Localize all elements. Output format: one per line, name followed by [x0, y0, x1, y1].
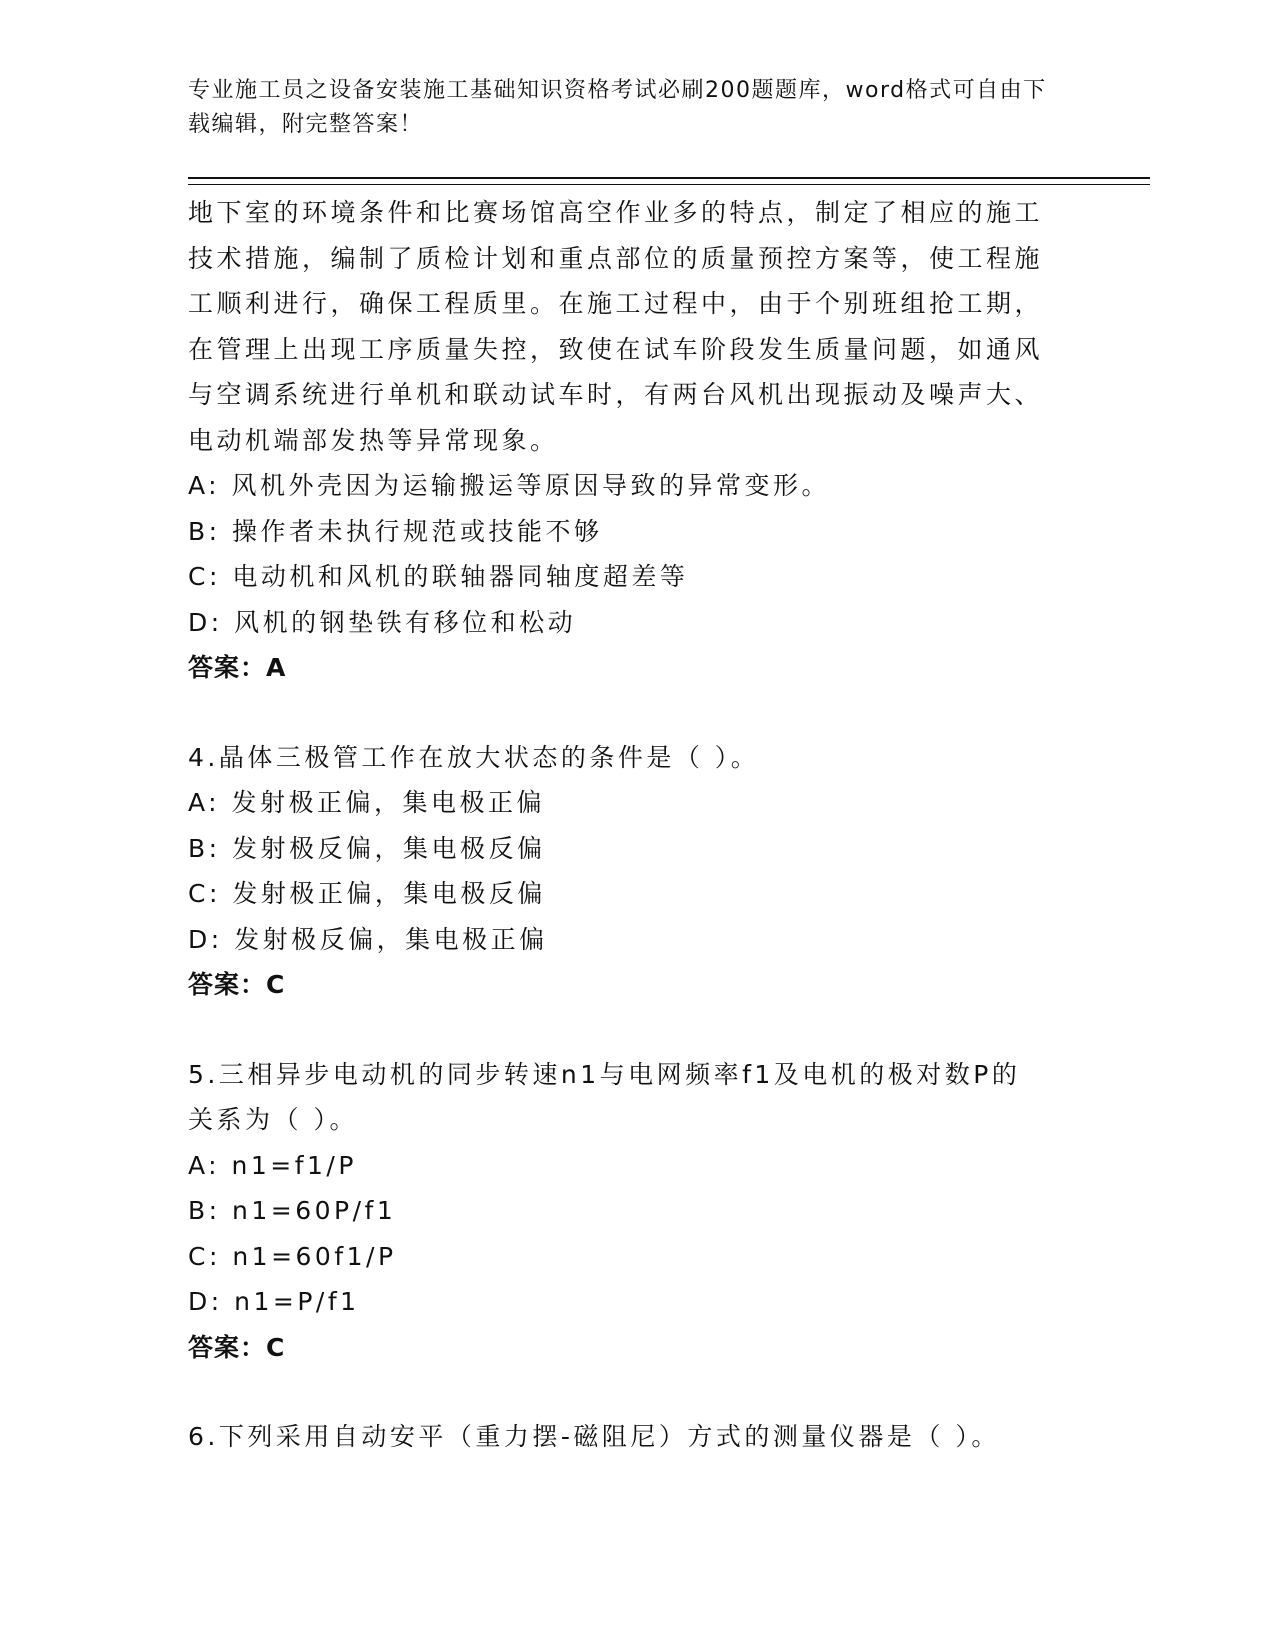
document-header: 专业施工员之设备安装施工基础知识资格考试必刷200题题库，word格式可自由下载编辑，附完整答案！: [188, 78, 1047, 137]
question-5-answer: 答案：C: [188, 1332, 286, 1362]
question-4-option-a: A: 发射极正偏，集电极正偏: [188, 788, 546, 817]
section-gap: [188, 1008, 1068, 1052]
question-3-option-a: A: 风机外壳因为运输搬运等原因导致的异常变形。: [188, 471, 831, 500]
section-gap: [188, 1370, 1068, 1414]
question-4: [188, 735, 1068, 1008]
question-5-option-a: A: n1=f1/P: [188, 1150, 357, 1180]
question-3-stem-line-3: 工顺利进行，确保工程质里。在施工过程中，由于个别班组抢工期，: [188, 289, 1044, 318]
section-gap: [188, 691, 1068, 735]
question-6-stem-line-1: 6.下列采用自动安平（重力摆-磁阻尼）方式的测量仪器是（ ）。: [188, 1422, 1000, 1451]
question-3: [188, 190, 1068, 691]
question-4-stem-line-1: 4.晶体三极管工作在放大状态的条件是（ ）。: [188, 742, 760, 772]
question-4-option-c: C: 发射极正偏，集电极反偏: [188, 879, 546, 908]
question-3-option-d: D: 风机的钢垫铁有移位和松动: [188, 607, 577, 637]
question-5-option-d: D: n1=P/f1: [188, 1287, 360, 1316]
question-5: [188, 1052, 1068, 1371]
document-body: [188, 190, 1068, 1460]
question-5-stem-line-1: 5.三相异步电动机的同步转速n1与电网频率f1及电机的极对数P的: [188, 1059, 1021, 1089]
header-divider: [188, 177, 1150, 185]
question-3-stem-line-5: 与空调系统进行单机和联动试车时，有两台风机出现振动及噪声大、: [188, 380, 1044, 409]
question-5-option-b: B: n1=60P/f1: [188, 1196, 397, 1225]
question-4-answer: 答案：C: [188, 970, 286, 999]
question-3-stem-line-6: 电动机端部发热等异常现象。: [188, 425, 559, 455]
question-3-stem-line-4: 在管理上出现工序质量失控，致使在试车阶段发生质量问题，如通风: [188, 334, 1044, 364]
question-4-option-d: D: 发射极反偏，集电极正偏: [188, 924, 548, 954]
question-5-option-c: C: n1=60f1/P: [188, 1241, 397, 1271]
question-3-option-b: B: 操作者未执行规范或技能不够: [188, 516, 603, 546]
question-3-stem-line-1: 地下室的环境条件和比赛场馆高空作业多的特点，制定了相应的施工: [188, 198, 1044, 227]
question-4-option-b: B: 发射极反偏，集电极反偏: [188, 833, 546, 863]
question-6: [188, 1414, 1068, 1460]
question-3-option-c: C: 电动机和风机的联轴器同轴度超差等: [188, 562, 689, 591]
question-5-stem-line-2: 关系为（ ）。: [188, 1105, 358, 1134]
question-3-stem-line-2: 技术措施，编制了质检计划和重点部位的质量预控方案等，使工程施: [188, 243, 1044, 273]
question-3-answer: 答案：A: [188, 653, 287, 682]
